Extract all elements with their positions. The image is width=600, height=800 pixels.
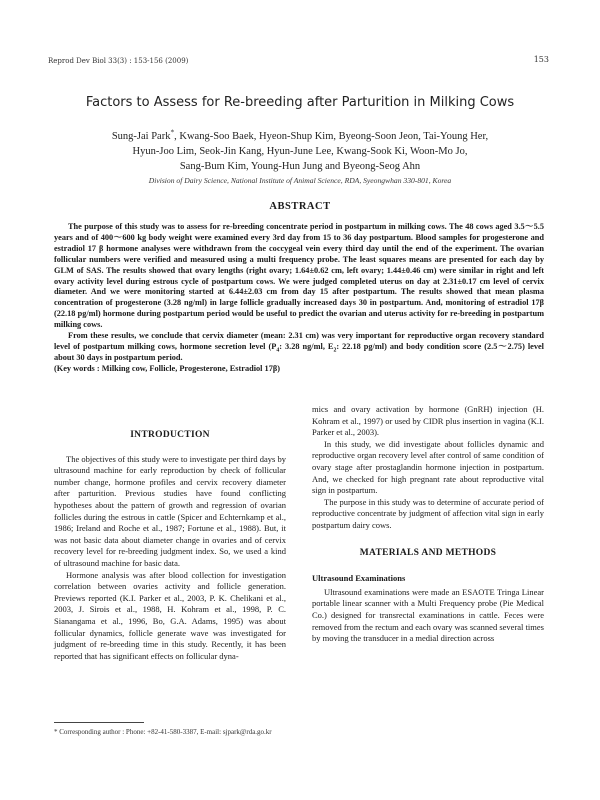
right-paragraph-1: mics and ovary activation by hormone (GnRH) injection (H. Kohram et al., 1997) or used by CIDR plus insertion in vagina (K.I. Parker et al., 2003).: [312, 404, 544, 438]
keywords: (Key words : Milking cow, Follicle, Progesterone, Estradiol 17β): [54, 363, 280, 373]
methods-heading: MATERIALS AND METHODS: [359, 547, 497, 558]
author-line-2: Hyun-Joo Lim, Seok-Jin Kang, Hyun-June Lee, Kwang-Sook Ki, Woon-Mo Jo,: [132, 146, 468, 157]
methods-paragraph-1: Ultrasound examinations were made an ESAOTE Tringa Linear portable linear scanner with a Multi Frequency probe (Pie Medical Co.) designed for transrectal examinations in cattle. Feces were removed from the rectum and each ovary was scanned several times by moving the transducer in a medial direction across: [312, 586, 544, 644]
author-rest: , Kwang-Soo Baek, Hyeon-Shup Kim, Byeong-Soon Jeon, Tai-Young Her,: [174, 131, 489, 142]
author-first: Sung-Jai Park: [111, 131, 171, 142]
right-paragraph-3: The purpose in this study was to determine of accurate period of reproductive concentrate by judgment of affection vital sign in early postpartum dairy cows.: [312, 496, 544, 530]
introduction-heading: INTRODUCTION: [130, 430, 210, 440]
author-list: [70, 129, 530, 174]
corresponding-mark: *: [170, 127, 175, 137]
right-column: [312, 404, 544, 645]
ultrasound-subheading: Ultrasound Examinations: [312, 573, 406, 584]
affiliation: Division of Dairy Science, National Institute of Animal Science, RDA, Syeongwhan 330-801, Korea: [148, 176, 452, 185]
intro-paragraph-2: Hormone analysis was after blood collection for investigation correlation between ovaries activity and follicle generation. Previews reported (K.I. Parker et al., 2003, P. K. Chelikani et al., 2003, J. Sirois et al., 1988, H. Kohram et al., 1998, P. C. Sianangama et al., 1996, Bo, G.A. Adams, 1995) was about follicular dynamics, follicle generate wave was investigated for judgment of re-breeding time in this study. Recently, it has been reported that has significant effects on follicular dyna-: [54, 569, 286, 661]
corresponding-author-footnote: * Corresponding author : Phone: +82-41-580-3387, E-mail: sjpark@rda.go.kr: [54, 728, 272, 736]
left-column: [54, 430, 286, 662]
abstract-body: [54, 222, 544, 375]
journal-citation: Reprod Dev Biol 33(3) : 153-156 (2009): [48, 57, 189, 65]
paper-title: Factors to Assess for Re-breeding after Parturition in Milking Cows: [85, 95, 515, 110]
abstract-paragraph-2: From these results, we conclude that cervix diameter (mean: 2.31 cm) was very important for reproductive organ recovery standard level of postpartum milking cows, hormone secretion level ($P_4$: 3.28 ng/ml, $E_2$: 22.18 pg/ml) and body condition score (2.5～2.75) level about 30 days in postpartum period.: [54, 331, 544, 362]
intro-paragraph-1: The objectives of this study were to investigate per third days by ultrasound machine for early reproduction by check of follicular number change, hormone profiles and cervix recovery diameter after parturition. Previous studies have found conflicting hypotheses about the pattern of growth and regression of ovarian follicles during the estrous in cattle (Spicer and Echternkamp et al., 1986; Ireland and Roche et al., 1987; Fortune et al., 1988). But, it was not basic data about diameter change in ovaries and of cervix recovery level for re-breeding judgment index. So, we used a kind of ultrasound machine for basic data.: [54, 453, 286, 568]
footnote-divider: [54, 722, 144, 723]
right-paragraph-2: In this study, we did investigate about follicles dynamic and reproductive organ recovery level after control of same condition of ovary stage after prostaglandin hormone injection in postpartum. And, we checked for high pregnant rate about reproductive vital sign in postpartum.: [312, 438, 544, 496]
abstract-heading: ABSTRACT: [269, 201, 331, 212]
author-line-3: Sang-Bum Kim, Young-Hun Jung and Byeong-Seog Ahn: [179, 161, 421, 172]
author-line-1: [70, 129, 530, 144]
page-number: 153: [533, 55, 549, 64]
abstract-paragraph-1: The purpose of this study was to assess for re-breeding concentrate period in postpartum in milking cows. The 48 cows aged 3.5～5.5 years and of 400～600 kg body weight were examined every 3rd day from 15 to 36 day postpartum. Blood samples for progesterone and estradiol 17 β hormone analyses were withdrawn from the coccygeal vein every third day until the end of the experiment. The ovarian follicular numbers were verified and measured using a multi frequency probe. The least squares means are presented for each day by GLM of SAS. The results showed that ovary lengths (right ovary; 1.64±0.62 cm, left ovary; 1.44±0.46 cm) were similar in right and left ovary activity level during estrous cycle of postpartum cows. We were judged completed uterus on day at 2.31±0.17 cm level of cervix diameter. And we were monitoring started at 6.44±2.03 cm from day 15 after postpartum. The results showed that mean plasma concentration of progesterone (3.28 ng/ml) in large follicle gradually increased days 30 in postpartum. And, monitoring of estradiol 17β (22.18 pg/ml) hormone during postpartum period would be useful to predict the ovarian and uterus activity for re-breeding in postpartum milking cows.: [54, 222, 544, 330]
